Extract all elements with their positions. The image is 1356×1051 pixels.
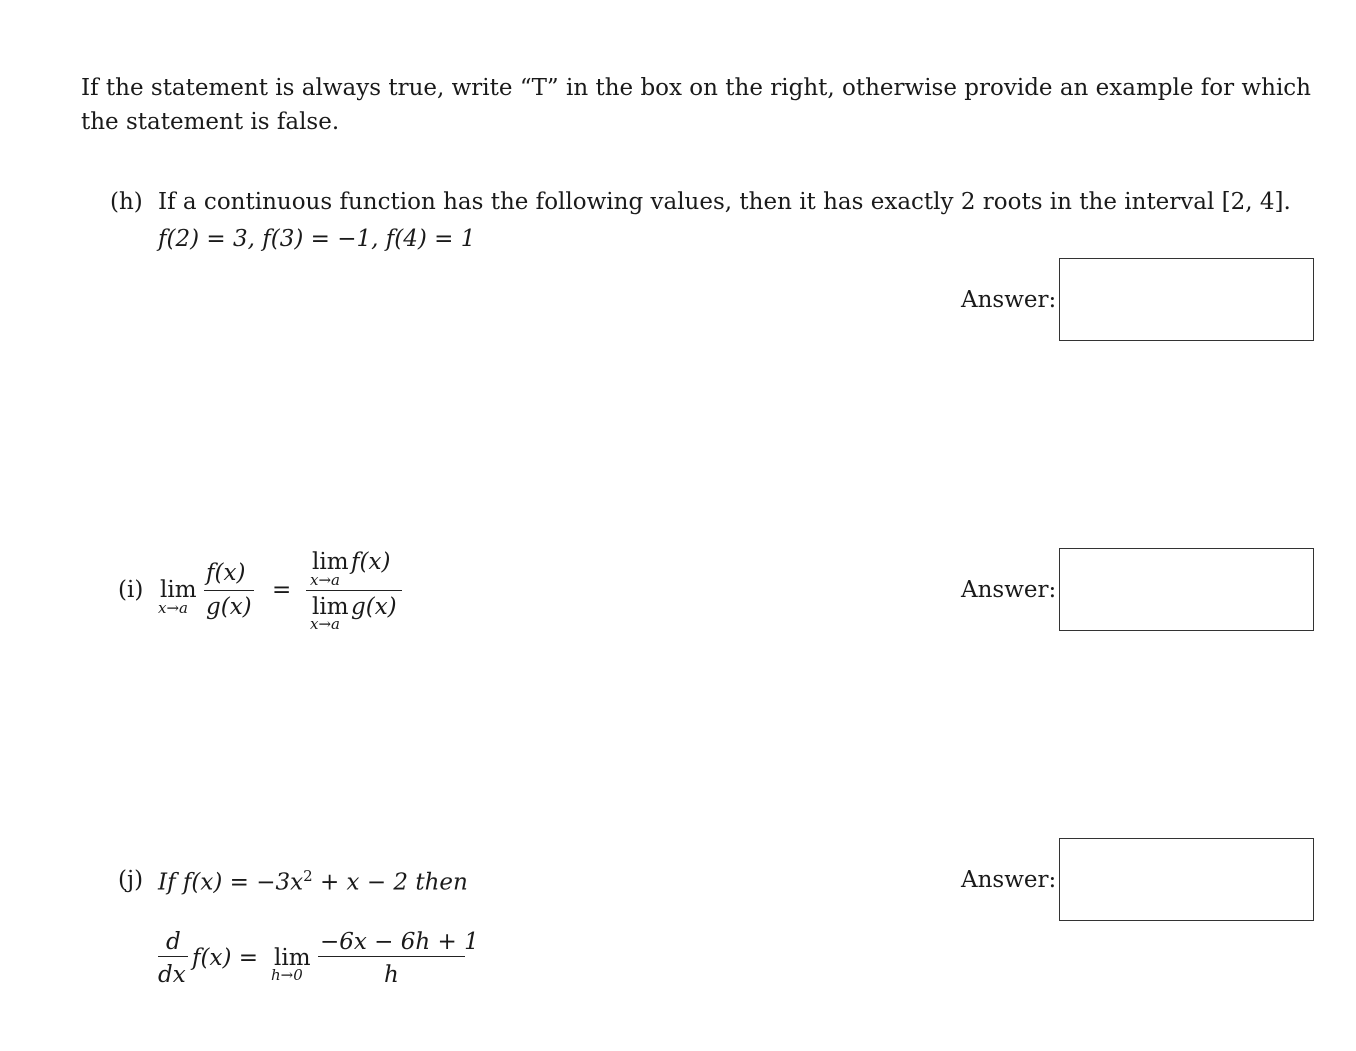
answer-box-i[interactable] (1059, 548, 1314, 631)
problem-i-rhs-num-lim: lim (312, 549, 349, 575)
problem-j-denominator: h (384, 962, 399, 988)
instruction-line-1: If the statement is always true, write “T” in the box on the right, otherwise provide an example for which (81, 75, 1311, 101)
problem-i-rhs-den-fn: g(x) (351, 594, 397, 620)
answer-box-h[interactable] (1059, 258, 1314, 341)
problem-i-lim: lim (160, 577, 197, 603)
problem-i-lhs-denominator: g(x) (206, 594, 252, 620)
problem-h-label: (h) (110, 189, 143, 215)
problem-i-rhs-num-fn: f(x) (351, 549, 391, 575)
problem-i-lim-sub: x→a (158, 599, 188, 617)
problem-j-fraction-bar (318, 956, 465, 957)
problem-i-lhs-fraction-bar (204, 590, 254, 591)
problem-j-statement-prefix: If f(x) = −3x (158, 869, 304, 896)
problem-h-statement: If a continuous function has the following values, then it has exactly 2 roots in the interval [2, 4]. (158, 189, 1291, 215)
problem-j-lim: lim (274, 945, 311, 971)
answer-box-j[interactable] (1059, 838, 1314, 921)
answer-label-h: Answer: (961, 287, 1057, 313)
problem-j-statement-suffix: + x − 2 then (312, 869, 468, 896)
instruction-line-2: the statement is false. (81, 109, 340, 135)
problem-i-label: (i) (118, 577, 144, 603)
problem-j-d-numerator: d (166, 929, 181, 955)
problem-i-rhs-num-sub: x→a (310, 571, 340, 589)
problem-h-values: f(2) = 3, f(3) = −1, f(4) = 1 (158, 226, 476, 252)
problem-j-derivative-bar (158, 956, 188, 957)
problem-i-rhs-den-lim: lim (312, 594, 349, 620)
answer-label-j: Answer: (961, 867, 1057, 893)
problem-j-label: (j) (118, 867, 144, 893)
problem-j-derivative-fn: f(x) = (192, 945, 259, 971)
problem-j-statement (158, 869, 468, 895)
answer-label-i: Answer: (961, 577, 1057, 603)
problem-i-lhs-numerator: f(x) (206, 560, 246, 586)
problem-i-rhs-fraction-bar (306, 590, 402, 591)
problem-j-lim-sub: h→0 (271, 966, 303, 984)
problem-j-numerator: −6x − 6h + 1 (320, 929, 479, 955)
problem-j-exponent: 2 (303, 867, 313, 885)
problem-j-d-denominator: dx (158, 962, 186, 988)
problem-i-rhs-den-sub: x→a (310, 615, 340, 633)
problem-i-equals: = (272, 577, 292, 603)
